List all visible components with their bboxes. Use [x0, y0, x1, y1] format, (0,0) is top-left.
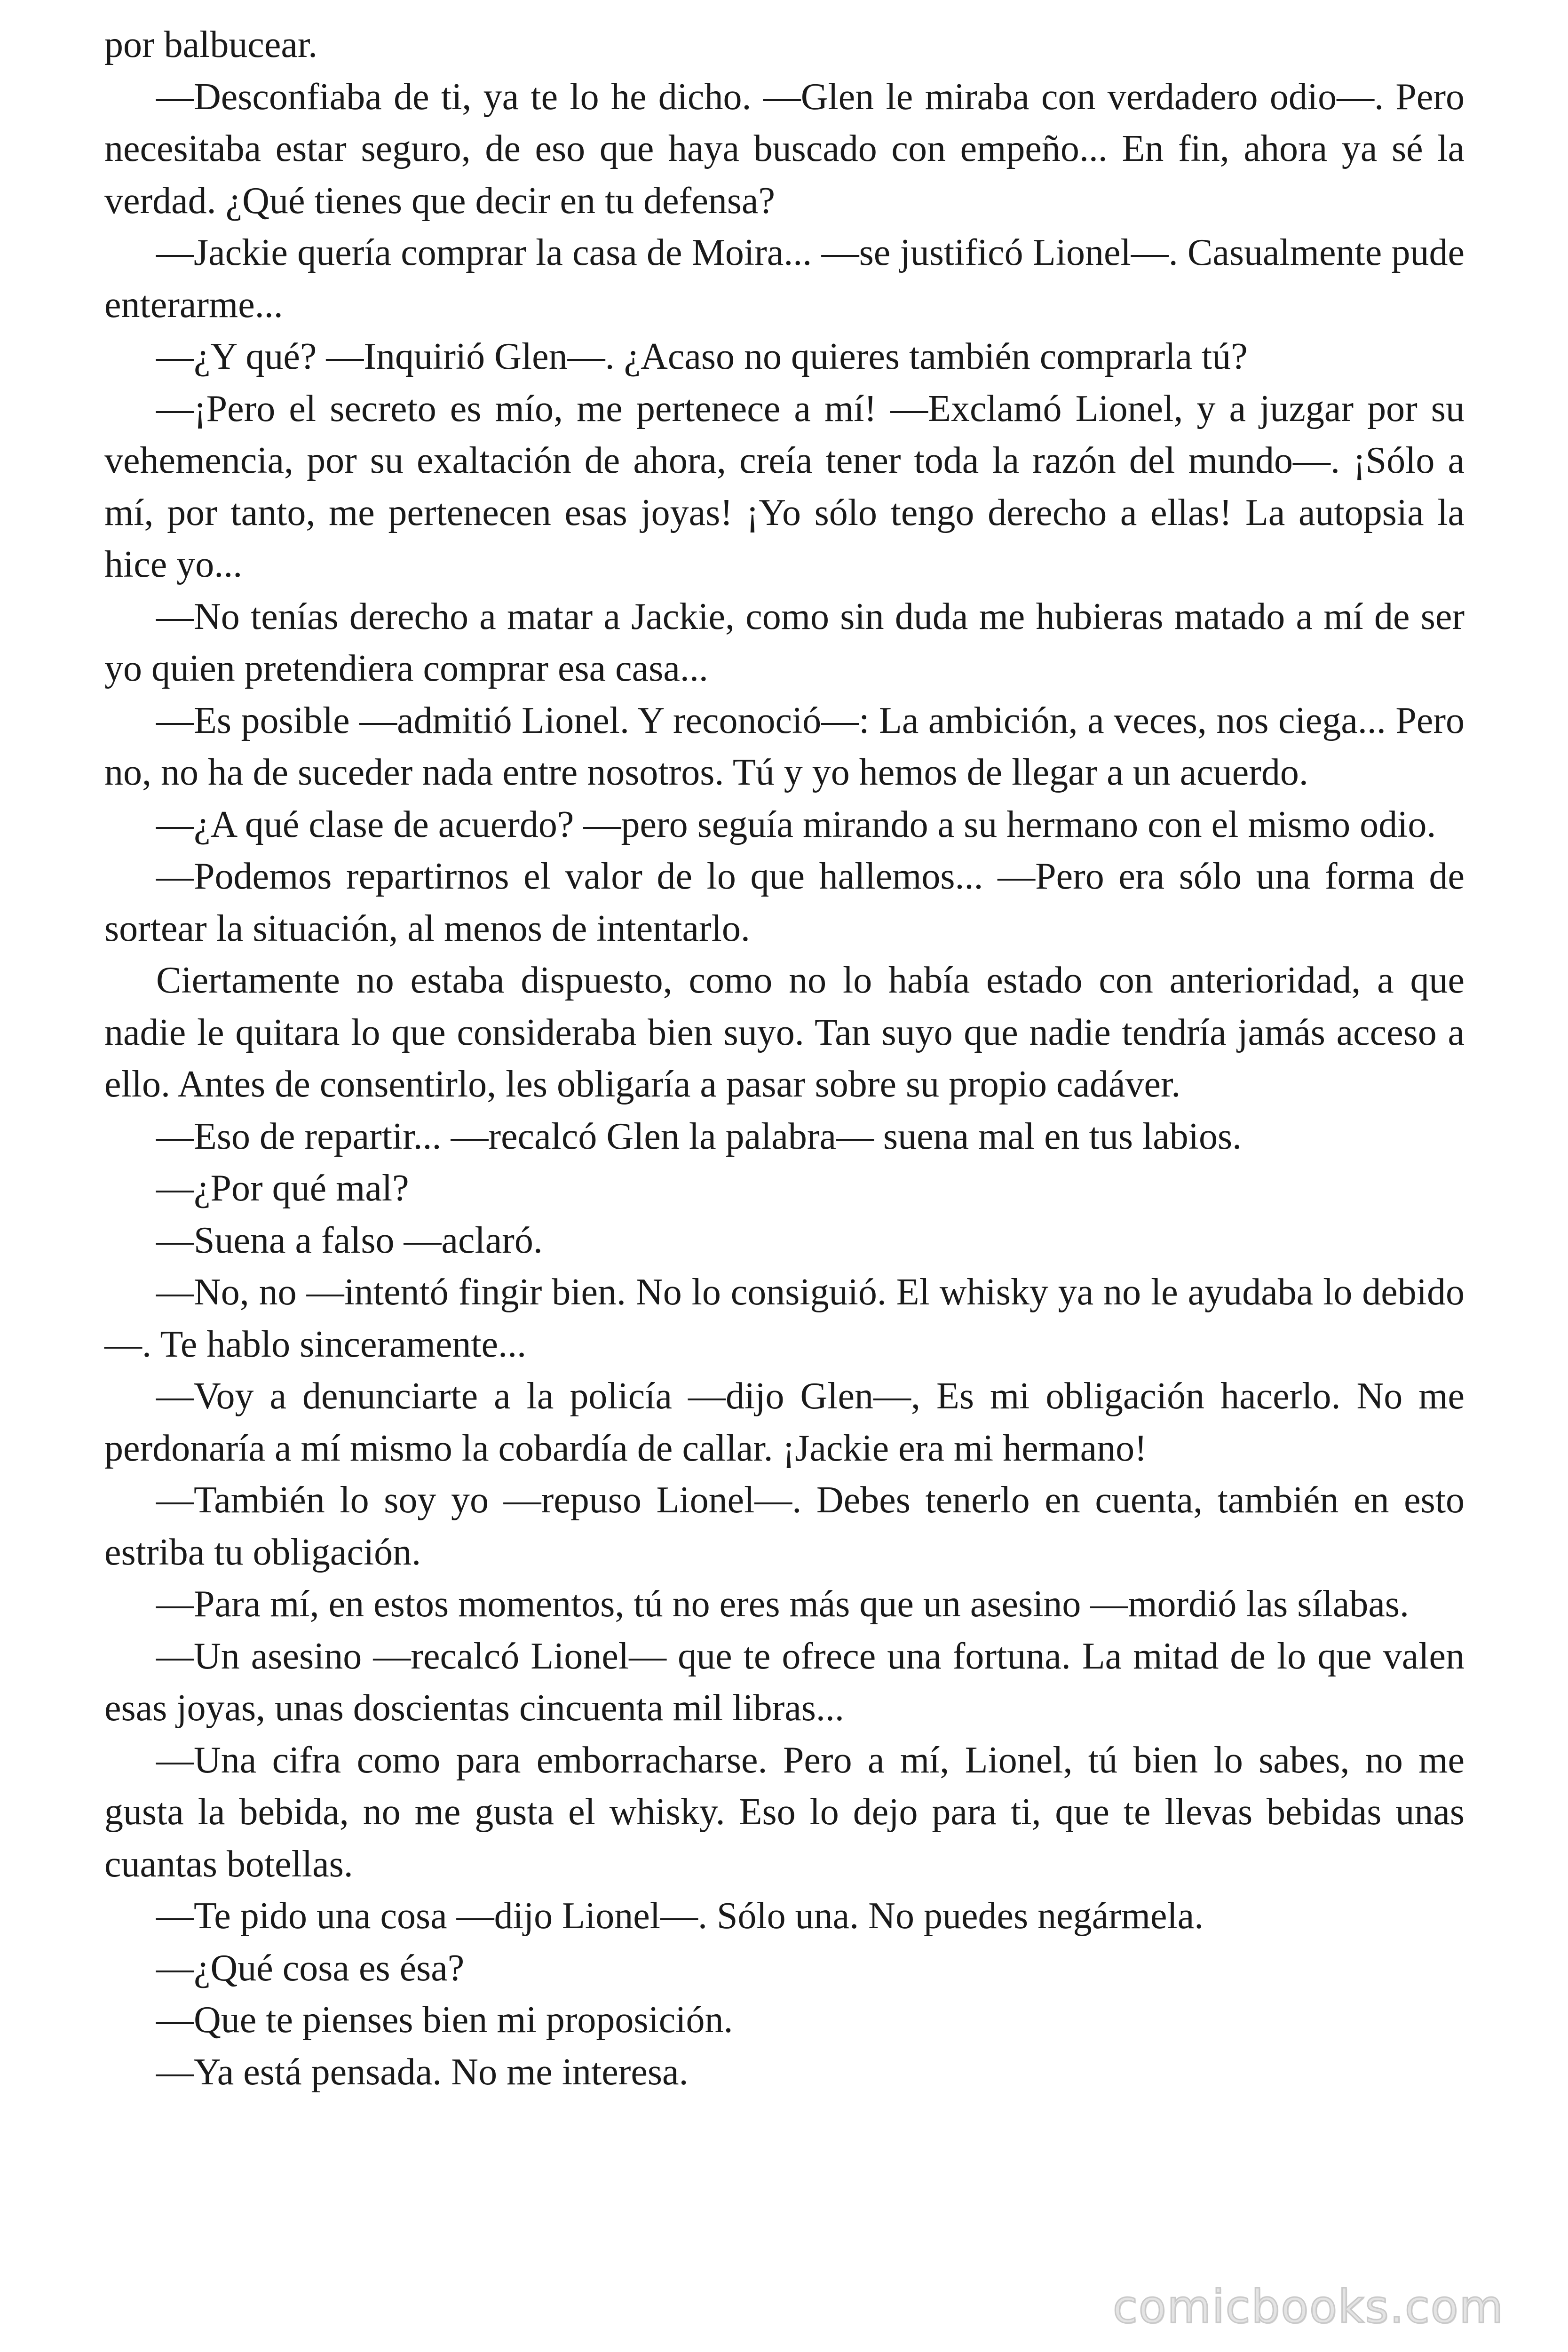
paragraph: —Para mí, en estos momentos, tú no eres más que un asesino —mordió las sílabas.: [156, 1583, 1410, 1625]
watermark: comicbooks.com: [1112, 2280, 1504, 2333]
paragraph: —Te pido una cosa —dijo Lionel—. Sólo una. No puedes negármela.: [156, 1895, 1204, 1937]
paragraph: —Es posible —admitió Lionel. Y reconoció—: La ambición, a veces, nos ciega... Pero no, no ha de suceder nada entre nosotros. Tú y yo hemos de llegar a un acuerdo.: [104, 699, 1465, 793]
paragraph: —¿Qué cosa es ésa?: [156, 1947, 465, 1989]
paragraph: —¡Pero el secreto es mío, me pertenece a mí! —Exclamó Lionel, y a juzgar por su vehemencia, por su exaltación de ahora, creía tener toda la razón del mundo—. ¡Sólo a mí, por tanto, me pertenecen esas joyas! ¡Yo sólo tengo derecho a ellas! La autopsia la hice yo...: [104, 388, 1465, 585]
paragraph: —Que te pienses bien mi proposición.: [156, 1999, 733, 2041]
paragraph: —Desconfiaba de ti, ya te lo he dicho. —Glen le miraba con verdadero odio—. Pero necesitaba estar seguro, de eso que haya buscado con empeño... En fin, ahora ya sé la verdad. ¿Qué tienes que decir en tu defensa?: [104, 76, 1465, 222]
paragraph: —¿Por qué mal?: [156, 1168, 409, 1209]
paragraph: —No tenías derecho a matar a Jackie, como sin duda me hubieras matado a mí de ser yo quien pretendiera comprar esa casa...: [104, 596, 1465, 689]
paragraph: Ciertamente no estaba dispuesto, como no lo había estado con anterioridad, a que nadie le quitara lo que consideraba bien suyo. Tan suyo que nadie tendría jamás acceso a ello. Antes de consentirlo, les obligaría a pasar sobre su propio cadáver.: [104, 960, 1465, 1105]
paragraph: —Podemos repartirnos el valor de lo que hallemos... —Pero era sólo una forma de sortear la situación, al menos de intentarlo.: [104, 856, 1465, 949]
paragraph: —¿Y qué? —Inquirió Glen—. ¿Acaso no quieres también comprarla tú?: [156, 336, 1248, 377]
page-text: [104, 19, 1465, 2098]
paragraph: —También lo soy yo —repuso Lionel—. Debes tenerlo en cuenta, también en esto estriba tu obligación.: [104, 1479, 1465, 1573]
paragraph: —¿A qué clase de acuerdo? —pero seguía mirando a su hermano con el mismo odio.: [156, 803, 1436, 845]
paragraph: —Eso de repartir... —recalcó Glen la palabra— suena mal en tus labios.: [156, 1115, 1242, 1157]
paragraph: —Un asesino —recalcó Lionel— que te ofrece una fortuna. La mitad de lo que valen esas joyas, unas doscientas cincuenta mil libras...: [104, 1635, 1465, 1729]
paragraph: por balbucear.: [104, 24, 318, 65]
paragraph: —Voy a denunciarte a la policía —dijo Glen—, Es mi obligación hacerlo. No me perdonaría a mí mismo la cobardía de callar. ¡Jackie era mi hermano!: [104, 1375, 1465, 1469]
paragraph: —Una cifra como para emborracharse. Pero a mí, Lionel, tú bien lo sabes, no me gusta la bebida, no me gusta el whisky. Eso lo dejo para ti, que te llevas bebidas unas cuantas botellas.: [104, 1739, 1465, 1885]
paragraph: —Jackie quería comprar la casa de Moira... —se justificó Lionel—. Casualmente pude enterarme...: [104, 232, 1465, 326]
paragraph: —Suena a falso —aclaró.: [156, 1219, 543, 1261]
paragraph: —Ya está pensada. No me interesa.: [156, 2051, 689, 2093]
paragraph: —No, no —intentó fingir bien. No lo consiguió. El whisky ya no le ayudaba lo debido—. Te hablo sinceramente...: [104, 1271, 1465, 1365]
